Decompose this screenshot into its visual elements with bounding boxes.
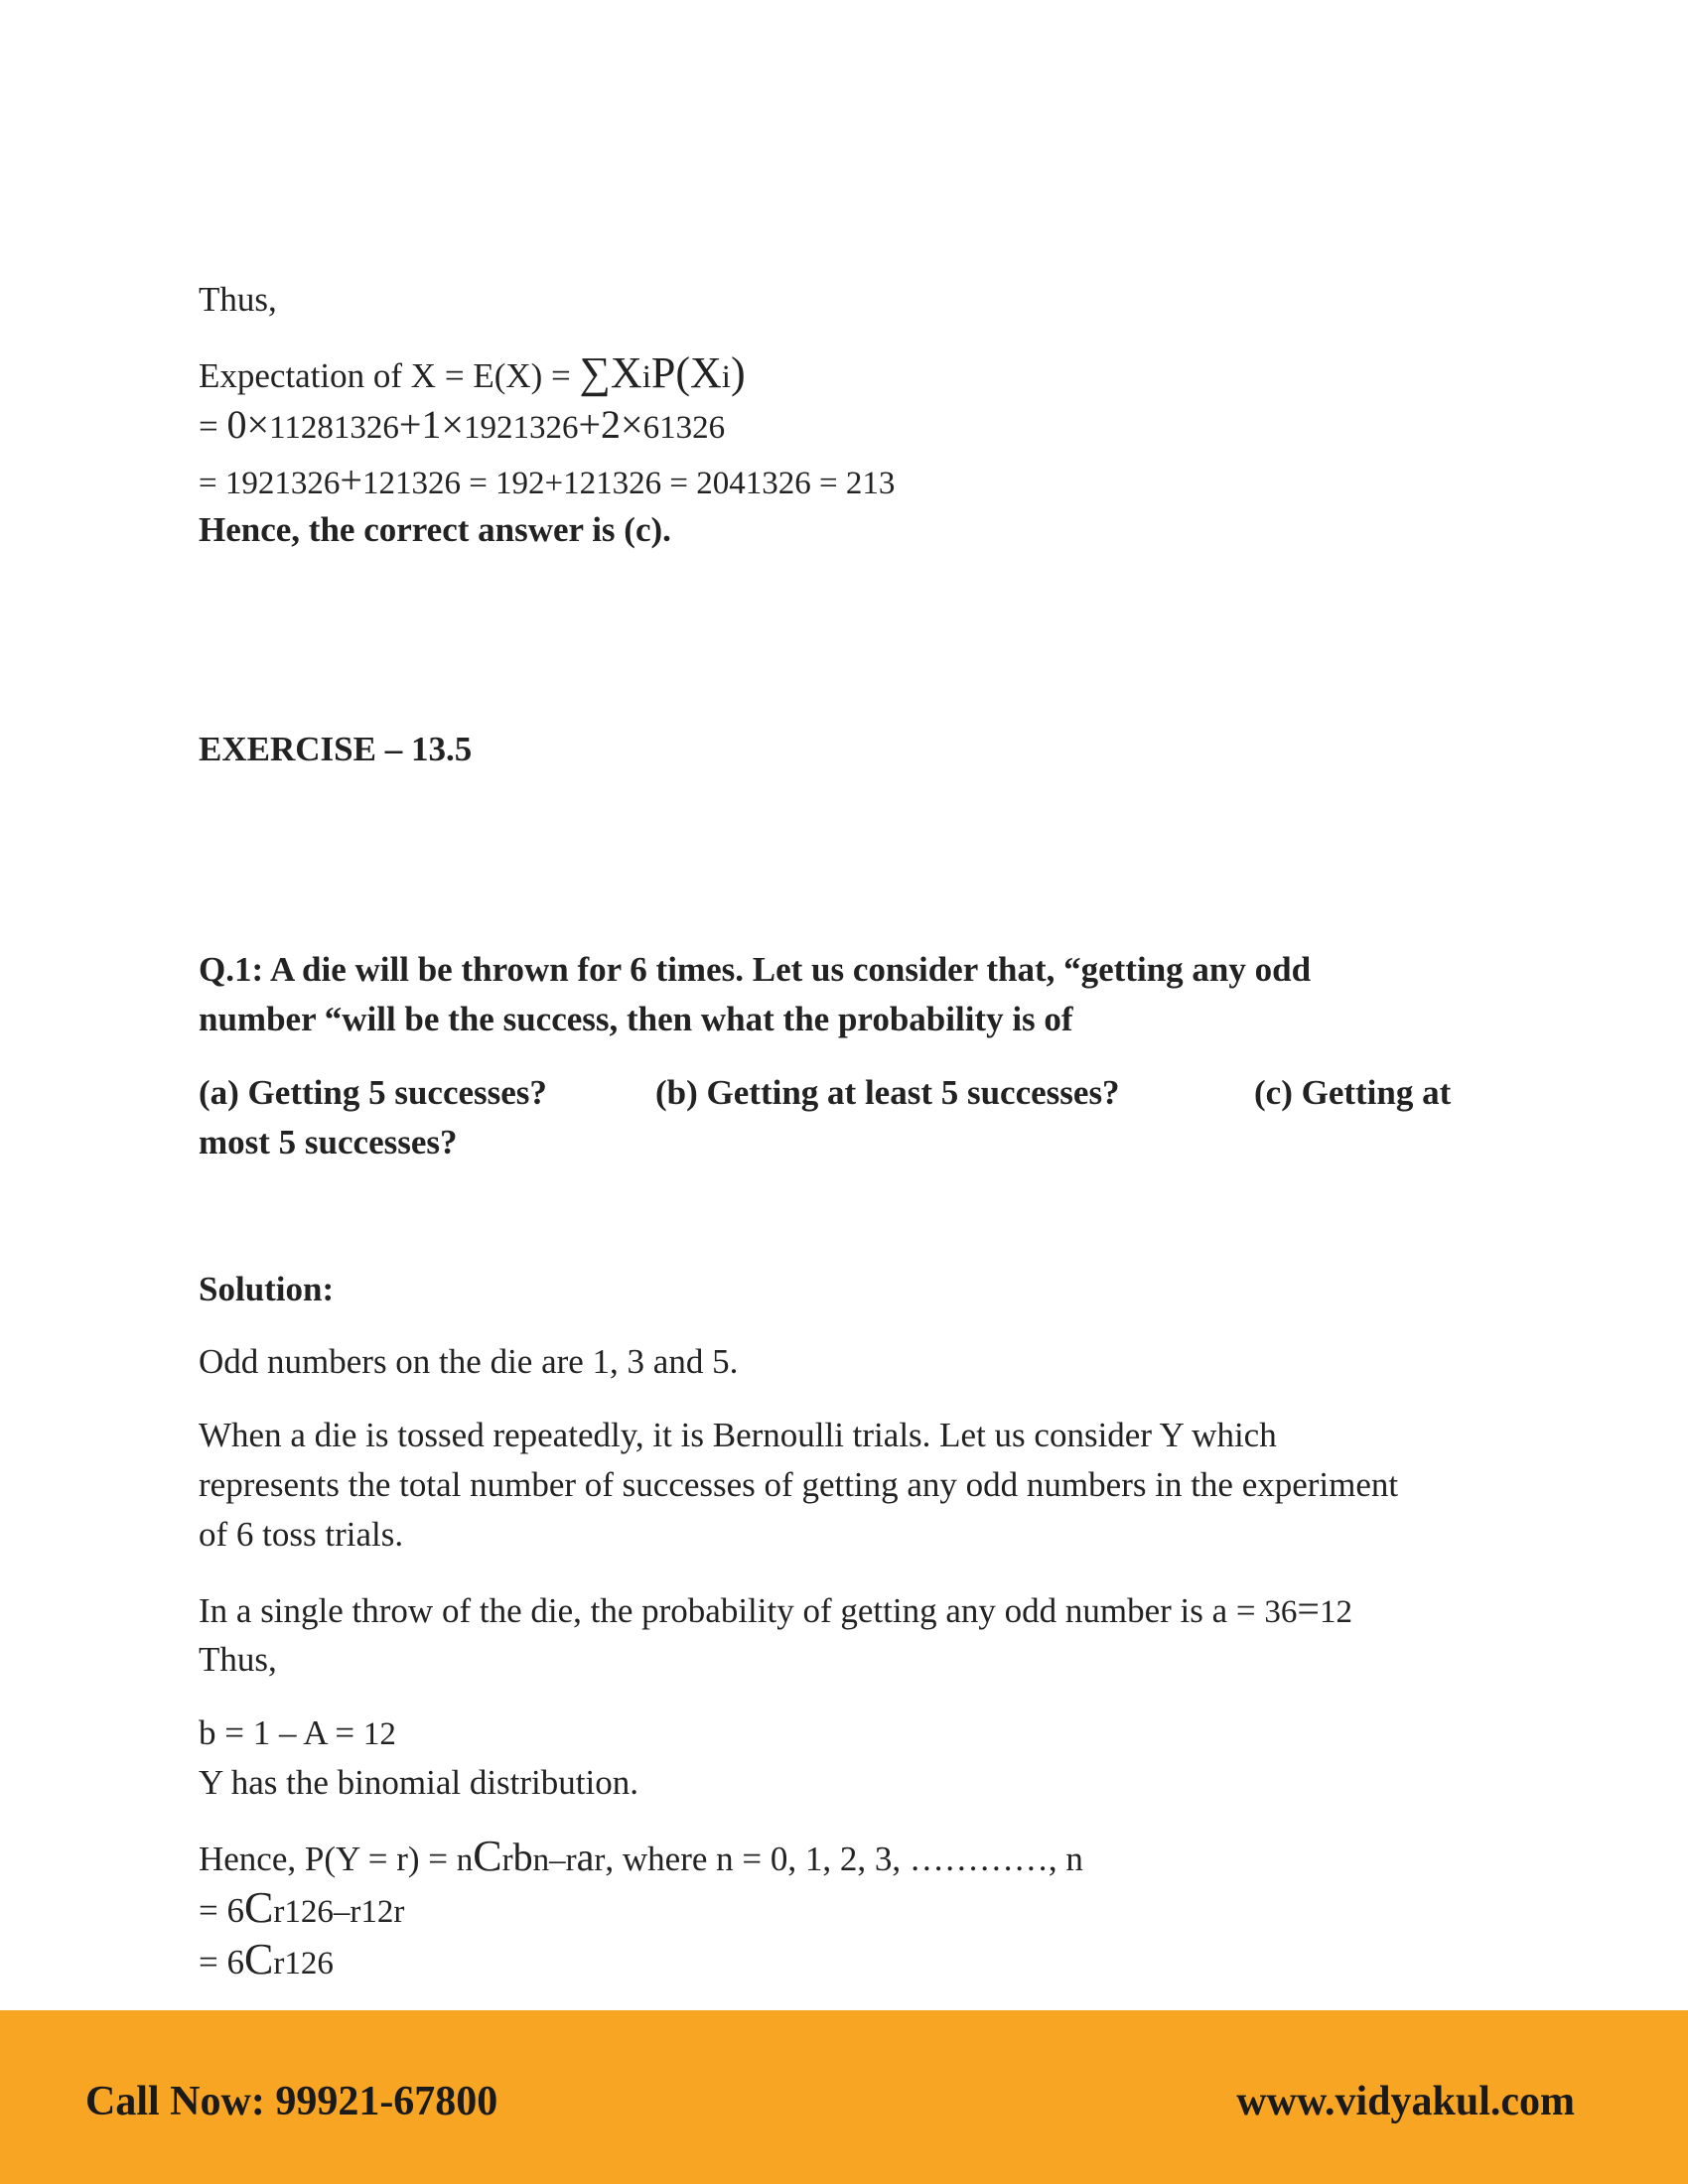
- closing-paren: ): [730, 348, 746, 397]
- six-c-r-equation-2: [199, 1935, 334, 1985]
- formula-tail: , where n = 0, 1, 2, 3, …………, n: [605, 1840, 1083, 1878]
- plus-sign: +: [340, 458, 362, 502]
- step-2-rest: 121326 = 192+121326 = 2041326 = 213: [361, 466, 896, 501]
- plus-sign: +: [578, 402, 602, 447]
- expectation-formula: [199, 348, 746, 399]
- r-term: r: [501, 1843, 513, 1878]
- option-c: (c) Getting at: [1254, 1073, 1452, 1112]
- question-line-1: Q.1: A die will be thrown for 6 times. Let us consider that, “getting any odd: [199, 950, 1312, 989]
- coefficient-one: 1: [421, 402, 442, 447]
- eq-rest: r126: [273, 1946, 334, 1981]
- expectation-step-2: [199, 459, 895, 505]
- option-c-continued: most 5 successes?: [199, 1123, 458, 1161]
- value-36: 36: [1264, 1594, 1298, 1630]
- equals-sign: =: [1297, 1586, 1320, 1631]
- c-term: C: [473, 1832, 502, 1880]
- b-term: b: [512, 1835, 533, 1879]
- call-now-text[interactable]: Call Now: 99921-67800: [85, 2079, 498, 2124]
- b-equation: [199, 1711, 396, 1756]
- coefficient-zero: 0: [226, 402, 247, 447]
- exercise-heading: EXERCISE – 13.5: [199, 730, 473, 768]
- footer-bar: [0, 2010, 1688, 2184]
- eq-rest: r126–r12r: [273, 1894, 405, 1930]
- c-term: C: [244, 1883, 274, 1932]
- single-throw-lead: In a single throw of the die, the probability of getting any odd number is a =: [199, 1591, 1265, 1630]
- times-sign: ×: [246, 402, 270, 447]
- value-12: 12: [1319, 1594, 1352, 1630]
- website-link[interactable]: www.vidyakul.com: [1236, 2079, 1575, 2124]
- times-sign: ×: [441, 402, 464, 447]
- expectation-lead: Expectation of X = E(X) =: [199, 356, 580, 395]
- b-value: 12: [362, 1716, 396, 1752]
- expectation-step-1: [199, 403, 725, 450]
- bernoulli-para-line-1: When a die is tossed repeatedly, it is Bernoulli trials. Let us consider Y which: [199, 1416, 1277, 1454]
- sigma-symbol: ∑: [579, 348, 611, 397]
- thus-text-2: Thus,: [199, 1640, 277, 1679]
- bernoulli-para-line-3: of 6 toss trials.: [199, 1515, 404, 1554]
- subscript-i: i: [721, 359, 731, 395]
- probability-term: P(X: [650, 348, 722, 397]
- formula-lead: Hence, P(Y = r) =: [199, 1840, 457, 1878]
- term-value: 61326: [642, 410, 726, 446]
- single-throw-text: [199, 1587, 1352, 1634]
- six-c-r-equation-1: [199, 1883, 405, 1934]
- step-2-start: = 1921326: [199, 466, 341, 501]
- term-value: 1921326: [463, 410, 579, 446]
- thus-text: Thus,: [199, 280, 277, 319]
- b-lead: b = 1 – A =: [199, 1713, 363, 1752]
- times-sign: ×: [621, 402, 643, 447]
- a-term: a: [576, 1835, 595, 1879]
- solution-heading: Solution:: [199, 1270, 335, 1308]
- coefficient-two: 2: [601, 402, 622, 447]
- r-term: r: [594, 1843, 606, 1878]
- term-value: 11281326: [269, 410, 399, 446]
- c-term: C: [244, 1935, 274, 1983]
- binomial-text: Y has the binomial distribution.: [199, 1763, 638, 1802]
- option-a: (a) Getting 5 successes?: [199, 1073, 547, 1112]
- subscript-i: i: [641, 359, 651, 395]
- equals-sign: =: [199, 407, 227, 446]
- eq-lead: = 6: [199, 1943, 244, 1981]
- n-minus-r-term: n–r: [532, 1843, 577, 1878]
- odd-numbers-text: Odd numbers on the die are 1, 3 and 5.: [199, 1342, 739, 1381]
- question-line-2: number “will be the success, then what the probability is of: [199, 1000, 1073, 1038]
- bernoulli-para-line-2: represents the total number of successes of getting any odd numbers in the experiment: [199, 1465, 1399, 1504]
- plus-sign: +: [398, 402, 422, 447]
- answer-line: Hence, the correct answer is (c).: [199, 510, 671, 549]
- eq-lead: = 6: [199, 1891, 244, 1930]
- x-variable: X: [610, 348, 642, 397]
- option-b: (b) Getting at least 5 successes?: [655, 1073, 1120, 1112]
- binomial-formula: [199, 1832, 1083, 1882]
- n-term: n: [456, 1843, 474, 1878]
